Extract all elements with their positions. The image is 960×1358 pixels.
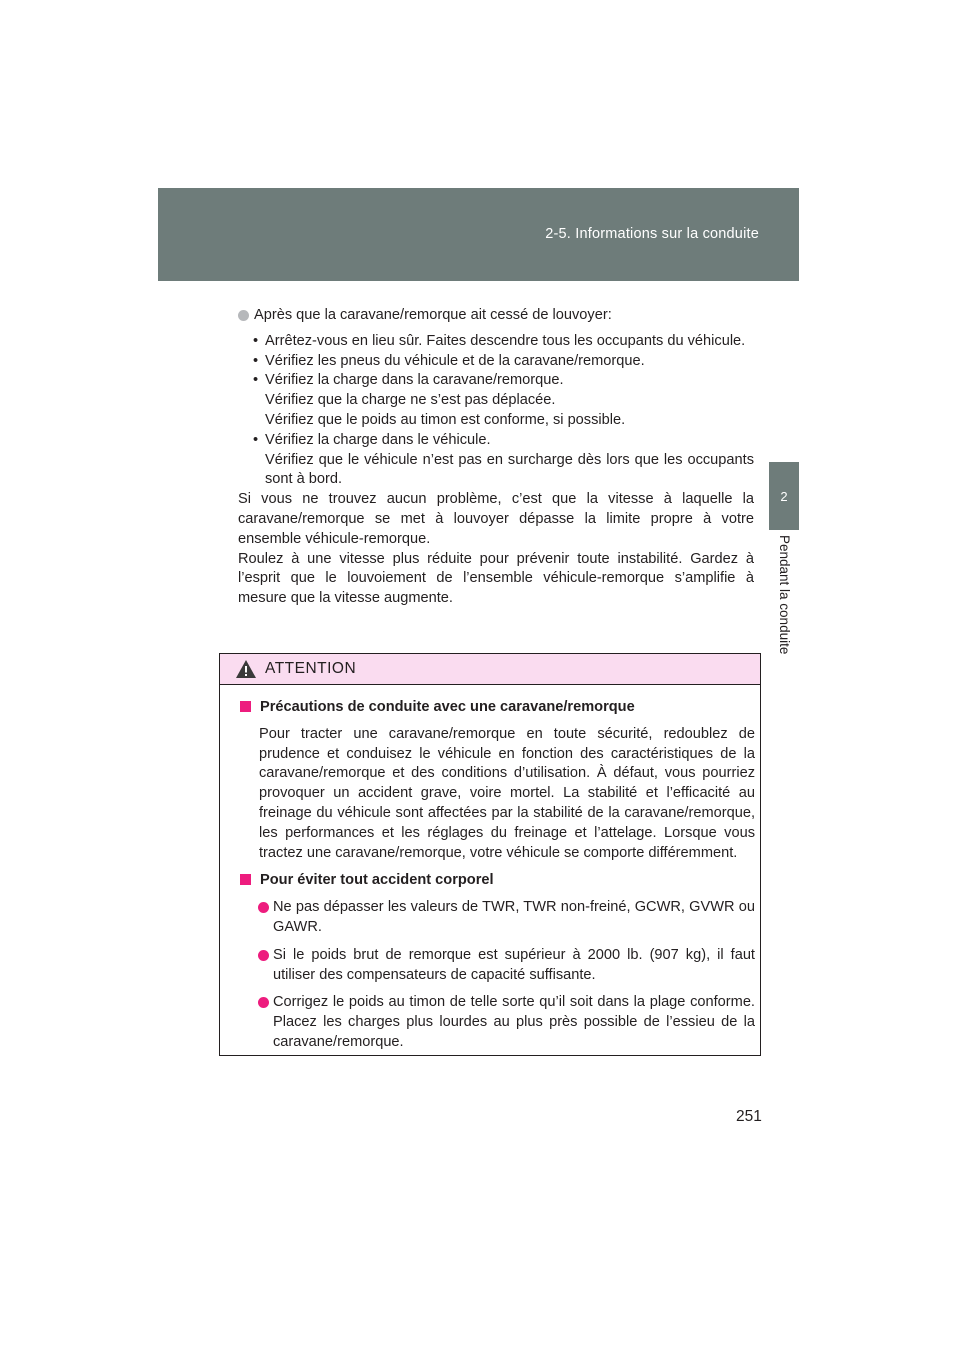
bullet-dot-icon: • [253, 431, 259, 448]
check-list [238, 332, 754, 490]
warning-section-heading-text: Précautions de conduite avec une caravane/remorque [260, 699, 635, 715]
list-item-text: Vérifiez que le véhicule n’est pas en surcharge dès lors que les occupants sont à bord. [265, 451, 754, 488]
section-heading-text: Après que la caravane/remorque ait cessé de louvoyer: [254, 307, 612, 323]
pink-circle-icon [258, 902, 269, 913]
warning-paragraph: Pour tracter une caravane/remorque en toute sécurité, redoublez de prudence et conduisez le véhicule en fonction des caractéristiques de la caravane/remorque et des conditions d’utilisation. À défaut, vous pourriez provoquer un accident grave, voire mortel. La stabilité et l’efficacité au freinage du véhicule sont affectées par la stabilité de la caravane/remorque, les performances et les réglages du freinage et l’attelage. Lorsque vous tractez une caravane/remorque, votre véhicule se comporte différemment. [259, 725, 755, 861]
warning-list-item [240, 898, 755, 938]
list-item-text: Vérifiez les pneus du véhicule et de la caravane/remorque. [265, 352, 645, 369]
warning-list-item-text: Corrigez le poids au timon de telle sorte qu’il soit dans la plage conforme. Placez les charges plus lourdes au plus près possible de l’essieu de la caravane/remorque. [273, 994, 755, 1050]
warning-header [220, 654, 760, 685]
list-item [238, 332, 754, 352]
chapter-side-label: Pendant la conduite [777, 535, 792, 655]
bullet-dot-icon: • [253, 332, 259, 349]
warning-list-item [240, 993, 755, 1052]
pink-circle-icon [258, 950, 269, 961]
section-heading [238, 306, 754, 326]
warning-list-item-text: Si le poids brut de remorque est supérieur à 2000 lb. (907 kg), il faut utiliser des compensateurs de capacité suffisante. [273, 946, 755, 983]
list-item-text: Vérifiez que le poids au timon est conforme, si possible. [265, 411, 626, 428]
bullet-dot-icon: • [253, 352, 259, 369]
warning-list-item-text: Ne pas dépasser les valeurs de TWR, TWR non-freiné, GCWR, GVWR ou GAWR. [273, 899, 755, 935]
chapter-header-bar [158, 188, 799, 281]
bullet-circle-icon [238, 310, 249, 321]
bullet-dot-icon: • [253, 372, 259, 389]
list-item-text: Vérifiez que la charge ne s’est pas déplacée. [265, 392, 556, 409]
chapter-tab-number: 2 [769, 462, 799, 530]
square-bullet-icon [240, 874, 251, 885]
list-item [238, 352, 754, 372]
warning-box [219, 653, 761, 1056]
list-item-text: Vérifiez la charge dans le véhicule. [265, 431, 491, 448]
warning-section-heading [240, 698, 755, 718]
warning-section-heading-text: Pour éviter tout accident corporel [260, 872, 494, 889]
list-item-text: Vérifiez la charge dans la caravane/remorque. [265, 372, 564, 389]
list-item [238, 371, 754, 430]
square-bullet-icon [240, 701, 251, 712]
warning-section-heading [240, 871, 755, 891]
pink-circle-icon [258, 997, 269, 1008]
list-item-text: Arrêtez-vous en lieu sûr. Faites descendre tous les occupants du véhicule. [265, 332, 746, 349]
warning-body [240, 698, 755, 1061]
page-number: 251 [736, 1108, 762, 1125]
warning-title: ATTENTION [265, 660, 357, 677]
warning-triangle-icon [235, 659, 257, 679]
body-paragraph: Si vous ne trouvez aucun problème, c’est que la vitesse à laquelle la caravane/remorque se met à louvoyer dépasse la limite propre à votre ensemble véhicule-remorque. [238, 491, 754, 547]
list-item [238, 431, 754, 490]
chapter-title: 2-5. Informations sur la conduite [545, 226, 759, 242]
main-content [238, 306, 754, 609]
body-paragraph: Roulez à une vitesse plus réduite pour prévenir toute instabilité. Gardez à l’esprit que le louvoiement de l’ensemble véhicule-remorque s’amplifie à mesure que la vitesse augmente. [238, 550, 754, 607]
warning-list-item [240, 946, 755, 986]
